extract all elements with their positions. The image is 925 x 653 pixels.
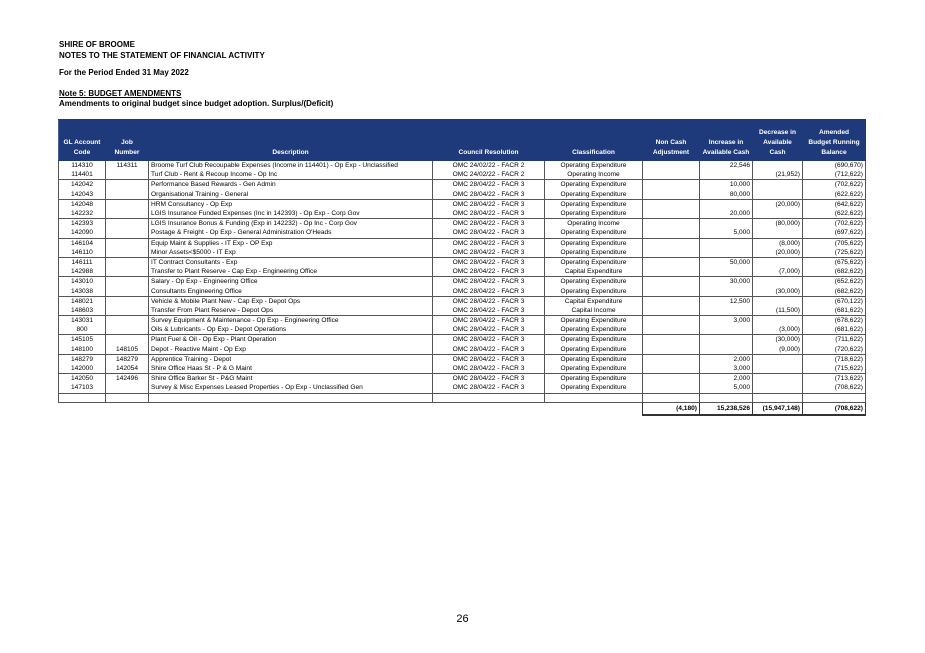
period-label: For the Period Ended 31 May 2022	[59, 68, 189, 77]
cell-increase	[700, 286, 753, 296]
cell-job-number	[106, 219, 149, 229]
cell-council-resolution: OMC 28/04/22 - FACR 3	[433, 228, 545, 238]
cell-non-cash	[643, 354, 700, 364]
cell-decrease: (30,000)	[753, 335, 803, 345]
cell-increase: 30,000	[700, 277, 753, 287]
cell-gl-code: 148279	[59, 354, 106, 364]
table-row	[59, 267, 866, 277]
cell-decrease: (20,000)	[753, 248, 803, 258]
cell-job-number	[106, 209, 149, 219]
cell-classification: Operating Income	[545, 219, 643, 229]
table-row	[59, 374, 866, 384]
table-row	[59, 306, 866, 316]
cell-increase	[700, 170, 753, 180]
cell-job-number: 142496	[106, 374, 149, 384]
column-header-line: Available Cash	[702, 149, 750, 156]
cell-balance: (712,622)	[803, 170, 866, 180]
cell-increase: 22,546	[700, 161, 753, 171]
cell-description: Depot - Reactive Maint - Op Exp	[149, 345, 433, 355]
org-name: SHIRE OF BROOME	[59, 40, 136, 49]
cell-increase: 3,000	[700, 364, 753, 374]
cell-classification: Operating Expenditure	[545, 354, 643, 364]
cell-non-cash	[643, 335, 700, 345]
cell-balance: (708,622)	[803, 383, 866, 393]
cell-balance: (711,622)	[803, 335, 866, 345]
cell-description: Minor Assets<$5000 - IT Exp	[149, 248, 433, 258]
cell-decrease: (9,000)	[753, 345, 803, 355]
cell-classification: Operating Expenditure	[545, 257, 643, 267]
cell-description: Shire Office Haas St - P & G Maint	[149, 364, 433, 374]
cell-description: Vehicle & Mobile Plant New - Cap Exp - Depot Ops	[149, 296, 433, 306]
cell-job-number	[106, 296, 149, 306]
cell-council-resolution: OMC 24/02/22 - FACR 2	[433, 170, 545, 180]
cell-increase	[700, 238, 753, 248]
cell-description: Survey Equipment & Maintenance - Op Exp - Engineering Office	[149, 316, 433, 326]
cell-decrease	[753, 296, 803, 306]
cell-job-number	[106, 306, 149, 316]
table-row	[59, 316, 866, 326]
cell-council-resolution: OMC 28/04/22 - FACR 3	[433, 354, 545, 364]
cell-gl-code: 146110	[59, 248, 106, 258]
cell-decrease: (11,500)	[753, 306, 803, 316]
cell-council-resolution: OMC 28/04/22 - FACR 3	[433, 296, 545, 306]
table-row	[59, 190, 866, 200]
table-row	[59, 325, 866, 335]
cell-decrease	[753, 180, 803, 190]
budget-amendments-table	[58, 119, 866, 416]
column-header-line: Budget Running	[808, 139, 860, 146]
table-row	[59, 238, 866, 248]
table-row	[59, 219, 866, 229]
cell-non-cash	[643, 325, 700, 335]
document-title: NOTES TO THE STATEMENT OF FINANCIAL ACTIVITY	[59, 51, 265, 60]
cell-increase: 2,000	[700, 354, 753, 364]
cell-job-number	[106, 325, 149, 335]
cell-increase: 3,000	[700, 316, 753, 326]
column-header-balance	[803, 120, 866, 161]
column-header-line: Description	[272, 149, 309, 156]
cell-description: Salary - Op Exp - Engineering Office	[149, 277, 433, 287]
cell-description: Shire Office Barker St - P&G Maint	[149, 374, 433, 384]
cell-decrease: (30,000)	[753, 286, 803, 296]
cell-classification: Operating Expenditure	[545, 325, 643, 335]
cell-balance: (681,622)	[803, 325, 866, 335]
cell-council-resolution: OMC 28/04/22 - FACR 3	[433, 325, 545, 335]
total-decrease: (15,947,148)	[753, 402, 803, 415]
totals-row	[59, 402, 866, 415]
cell-council-resolution: OMC 28/04/22 - FACR 3	[433, 277, 545, 287]
cell-gl-code: 147103	[59, 383, 106, 393]
cell-gl-code: 146111	[59, 257, 106, 267]
cell-council-resolution: OMC 28/04/22 - FACR 3	[433, 257, 545, 267]
cell-decrease	[753, 316, 803, 326]
cell-gl-code: 800	[59, 325, 106, 335]
cell-council-resolution: OMC 28/04/22 - FACR 3	[433, 238, 545, 248]
note-subtitle: Amendments to original budget since budget adoption. Surplus/(Deficit)	[59, 99, 334, 108]
cell-job-number	[106, 316, 149, 326]
cell-job-number	[106, 228, 149, 238]
cell-increase: 5,000	[700, 228, 753, 238]
cell-job-number: 148279	[106, 354, 149, 364]
total-non-cash: (4,180)	[643, 402, 700, 415]
cell-increase: 12,500	[700, 296, 753, 306]
cell-gl-code: 114310	[59, 161, 106, 171]
cell-balance: (718,622)	[803, 354, 866, 364]
cell-increase	[700, 345, 753, 355]
table-row	[59, 228, 866, 238]
cell-gl-code: 142393	[59, 219, 106, 229]
cell-decrease	[753, 190, 803, 200]
cell-gl-code: 142050	[59, 374, 106, 384]
cell-decrease	[753, 209, 803, 219]
cell-classification: Operating Expenditure	[545, 161, 643, 171]
cell-decrease	[753, 354, 803, 364]
cell-decrease: (20,000)	[753, 199, 803, 209]
cell-non-cash	[643, 238, 700, 248]
cell-classification: Operating Expenditure	[545, 209, 643, 219]
cell-description: Oils & Lubricants - Op Exp - Depot Operations	[149, 325, 433, 335]
cell-classification: Operating Expenditure	[545, 316, 643, 326]
cell-job-number	[106, 267, 149, 277]
column-header-line: Code	[73, 149, 91, 156]
table-row	[59, 257, 866, 267]
cell-decrease	[753, 374, 803, 384]
cell-job-number	[106, 248, 149, 258]
cell-increase	[700, 267, 753, 277]
cell-non-cash	[643, 374, 700, 384]
cell-balance: (675,622)	[803, 257, 866, 267]
table-row	[59, 209, 866, 219]
cell-council-resolution: OMC 28/04/22 - FACR 3	[433, 364, 545, 374]
column-header-line: Increase in	[708, 139, 744, 146]
cell-decrease: (8,000)	[753, 238, 803, 248]
cell-job-number	[106, 286, 149, 296]
cell-job-number: 148105	[106, 345, 149, 355]
spacer-row	[59, 393, 866, 402]
cell-classification: Operating Expenditure	[545, 228, 643, 238]
cell-decrease: (7,000)	[753, 267, 803, 277]
cell-increase	[700, 325, 753, 335]
column-header-line: Job	[121, 139, 133, 146]
cell-increase	[700, 248, 753, 258]
cell-decrease: (80,000)	[753, 219, 803, 229]
cell-balance: (713,622)	[803, 374, 866, 384]
table-row	[59, 286, 866, 296]
cell-description: Turf Club - Rent & Recoup Income - Op Inc	[149, 170, 433, 180]
cell-gl-code: 142042	[59, 180, 106, 190]
cell-council-resolution: OMC 28/04/22 - FACR 3	[433, 219, 545, 229]
column-header-line: Amended	[818, 129, 850, 136]
table-row	[59, 296, 866, 306]
cell-description: IT Contract Consultants - Exp	[149, 257, 433, 267]
cell-balance: (682,622)	[803, 286, 866, 296]
cell-balance: (652,622)	[803, 277, 866, 287]
cell-job-number	[106, 170, 149, 180]
cell-balance: (681,622)	[803, 306, 866, 316]
cell-gl-code: 148021	[59, 296, 106, 306]
cell-description: Transfer From Plant Reserve - Depot Ops	[149, 306, 433, 316]
cell-gl-code: 143038	[59, 286, 106, 296]
column-header-line: Non Cash	[655, 139, 687, 146]
cell-non-cash	[643, 277, 700, 287]
cell-gl-code: 143031	[59, 316, 106, 326]
cell-description: Postage & Freight - Op Exp - General Administration O'Heads	[149, 228, 433, 238]
cell-decrease	[753, 257, 803, 267]
total-balance: (708,622)	[803, 402, 866, 415]
cell-balance: (697,622)	[803, 228, 866, 238]
cell-gl-code: 148603	[59, 306, 106, 316]
column-header-description	[149, 120, 433, 161]
cell-balance: (690,670)	[803, 161, 866, 171]
cell-job-number	[106, 180, 149, 190]
cell-non-cash	[643, 286, 700, 296]
cell-non-cash	[643, 161, 700, 171]
cell-decrease	[753, 228, 803, 238]
cell-job-number	[106, 257, 149, 267]
cell-description: Broome Turf Club Recoupable Expenses (Income in 114401) - Op Exp - Unclassified	[149, 161, 433, 171]
cell-council-resolution: OMC 28/04/22 - FACR 3	[433, 374, 545, 384]
cell-gl-code: 142000	[59, 364, 106, 374]
cell-increase	[700, 199, 753, 209]
cell-council-resolution: OMC 28/04/22 - FACR 3	[433, 286, 545, 296]
cell-decrease	[753, 161, 803, 171]
cell-non-cash	[643, 267, 700, 277]
cell-gl-code: 142988	[59, 267, 106, 277]
cell-non-cash	[643, 257, 700, 267]
cell-gl-code: 142090	[59, 228, 106, 238]
cell-council-resolution: OMC 28/04/22 - FACR 3	[433, 335, 545, 345]
cell-classification: Capital Expenditure	[545, 296, 643, 306]
column-header-line: Available	[763, 139, 792, 146]
header-row	[59, 120, 866, 161]
cell-non-cash	[643, 316, 700, 326]
cell-increase: 10,000	[700, 180, 753, 190]
cell-council-resolution: OMC 28/04/22 - FACR 3	[433, 267, 545, 277]
column-header-line: Classification	[572, 149, 615, 156]
cell-increase	[700, 219, 753, 229]
cell-description: Equip Maint & Supplies - IT Exp - OP Exp	[149, 238, 433, 248]
cell-council-resolution: OMC 28/04/22 - FACR 3	[433, 199, 545, 209]
table-row	[59, 335, 866, 345]
cell-classification: Operating Expenditure	[545, 277, 643, 287]
cell-classification: Operating Expenditure	[545, 286, 643, 296]
cell-classification: Operating Expenditure	[545, 345, 643, 355]
cell-non-cash	[643, 345, 700, 355]
cell-balance: (725,622)	[803, 248, 866, 258]
cell-gl-code: 148100	[59, 345, 106, 355]
cell-increase	[700, 306, 753, 316]
cell-non-cash	[643, 180, 700, 190]
cell-council-resolution: OMC 28/04/22 - FACR 3	[433, 345, 545, 355]
cell-classification: Operating Expenditure	[545, 383, 643, 393]
cell-balance: (720,622)	[803, 345, 866, 355]
cell-job-number	[106, 383, 149, 393]
cell-council-resolution: OMC 28/04/22 - FACR 3	[433, 316, 545, 326]
column-header-classification	[545, 120, 643, 161]
cell-description: LGIS Insurance Bonus & Funding (Exp in 142232) - Op Inc - Corp Gov	[149, 219, 433, 229]
cell-balance: (670,122)	[803, 296, 866, 306]
cell-increase: 20,000	[700, 209, 753, 219]
column-header-decrease	[753, 120, 803, 161]
cell-job-number	[106, 335, 149, 345]
cell-non-cash	[643, 248, 700, 258]
table-row	[59, 161, 866, 171]
cell-balance: (705,622)	[803, 238, 866, 248]
table-row	[59, 354, 866, 364]
cell-council-resolution: OMC 28/04/22 - FACR 3	[433, 306, 545, 316]
column-header-job-number	[106, 120, 149, 161]
cell-non-cash	[643, 383, 700, 393]
cell-balance: (682,622)	[803, 267, 866, 277]
cell-council-resolution: OMC 28/04/22 - FACR 3	[433, 190, 545, 200]
column-header-line: Council Resolution	[458, 149, 519, 156]
table-row	[59, 364, 866, 374]
cell-non-cash	[643, 199, 700, 209]
cell-gl-code: 114401	[59, 170, 106, 180]
cell-balance: (715,622)	[803, 364, 866, 374]
column-header-council-resolution	[433, 120, 545, 161]
cell-job-number	[106, 238, 149, 248]
cell-description: Apprentice Training - Depot	[149, 354, 433, 364]
cell-balance: (642,622)	[803, 199, 866, 209]
cell-increase: 5,000	[700, 383, 753, 393]
cell-non-cash	[643, 228, 700, 238]
cell-council-resolution: OMC 28/04/22 - FACR 3	[433, 248, 545, 258]
table-body	[59, 161, 866, 394]
cell-gl-code: 146104	[59, 238, 106, 248]
cell-increase: 80,000	[700, 190, 753, 200]
cell-job-number: 142054	[106, 364, 149, 374]
cell-non-cash	[643, 364, 700, 374]
cell-classification: Capital Income	[545, 306, 643, 316]
cell-description: Organisational Training - General	[149, 190, 433, 200]
cell-decrease	[753, 277, 803, 287]
column-header-non-cash	[643, 120, 700, 161]
total-increase: 15,238,526	[700, 402, 753, 415]
cell-classification: Operating Expenditure	[545, 199, 643, 209]
cell-decrease: (21,952)	[753, 170, 803, 180]
cell-decrease	[753, 364, 803, 374]
cell-description: Survey & Misc Expenses Leased Properties - Op Exp - Unclassified Gen	[149, 383, 433, 393]
column-header-gl-code	[59, 120, 106, 161]
cell-description: Transfer to Plant Reserve - Cap Exp - Engineering Office	[149, 267, 433, 277]
cell-non-cash	[643, 209, 700, 219]
cell-classification: Capital Expenditure	[545, 267, 643, 277]
cell-job-number	[106, 190, 149, 200]
column-header-line: Adjustment	[652, 149, 690, 156]
column-header-line: GL Account	[63, 139, 101, 146]
cell-balance: (622,622)	[803, 209, 866, 219]
cell-classification: Operating Expenditure	[545, 248, 643, 258]
cell-description: Plant Fuel & Oil - Op Exp - Plant Operation	[149, 335, 433, 345]
cell-job-number: 114311	[106, 161, 149, 171]
column-header-line: Balance	[821, 149, 847, 156]
cell-classification: Operating Expenditure	[545, 238, 643, 248]
cell-non-cash	[643, 219, 700, 229]
cell-classification: Operating Expenditure	[545, 335, 643, 345]
cell-gl-code: 142043	[59, 190, 106, 200]
cell-non-cash	[643, 306, 700, 316]
page-number: 26	[456, 613, 469, 625]
table-row	[59, 180, 866, 190]
cell-council-resolution: OMC 28/04/22 - FACR 3	[433, 209, 545, 219]
column-header-increase	[700, 120, 753, 161]
cell-gl-code: 142232	[59, 209, 106, 219]
cell-balance: (702,622)	[803, 180, 866, 190]
cell-description: Performance Based Rewards - Gen Admin	[149, 180, 433, 190]
cell-decrease	[753, 383, 803, 393]
cell-classification: Operating Expenditure	[545, 364, 643, 374]
cell-increase: 50,000	[700, 257, 753, 267]
cell-increase: 2,000	[700, 374, 753, 384]
cell-council-resolution: OMC 24/02/22 - FACR 2	[433, 161, 545, 171]
cell-council-resolution: OMC 28/04/22 - FACR 3	[433, 180, 545, 190]
cell-description: Consultants Engineering Office	[149, 286, 433, 296]
cell-description: LGIS Insurance Funded Expenses (Inc in 142393) - Op Exp - Corp Gov	[149, 209, 433, 219]
cell-classification: Operating Expenditure	[545, 180, 643, 190]
note-heading: Note 5: BUDGET AMENDMENTS	[59, 89, 182, 98]
table-row	[59, 345, 866, 355]
cell-non-cash	[643, 296, 700, 306]
cell-classification: Operating Expenditure	[545, 190, 643, 200]
cell-classification: Operating Income	[545, 170, 643, 180]
table-row	[59, 383, 866, 393]
cell-balance: (702,622)	[803, 219, 866, 229]
table-row	[59, 277, 866, 287]
cell-job-number	[106, 277, 149, 287]
column-header-line: Decrease in	[758, 129, 797, 136]
cell-gl-code: 145105	[59, 335, 106, 345]
cell-balance: (622,622)	[803, 190, 866, 200]
cell-gl-code: 142048	[59, 199, 106, 209]
column-header-line: Cash	[769, 149, 786, 156]
cell-decrease: (3,000)	[753, 325, 803, 335]
table-row	[59, 248, 866, 258]
cell-increase	[700, 335, 753, 345]
cell-council-resolution: OMC 28/04/22 - FACR 3	[433, 383, 545, 393]
cell-classification: Operating Expenditure	[545, 374, 643, 384]
cell-non-cash	[643, 190, 700, 200]
table-row	[59, 170, 866, 180]
cell-gl-code: 143010	[59, 277, 106, 287]
cell-non-cash	[643, 170, 700, 180]
cell-job-number	[106, 199, 149, 209]
cell-description: HRM Consultancy - Op Exp	[149, 199, 433, 209]
column-header-line: Number	[114, 149, 140, 156]
table-row	[59, 199, 866, 209]
cell-balance: (678,622)	[803, 316, 866, 326]
